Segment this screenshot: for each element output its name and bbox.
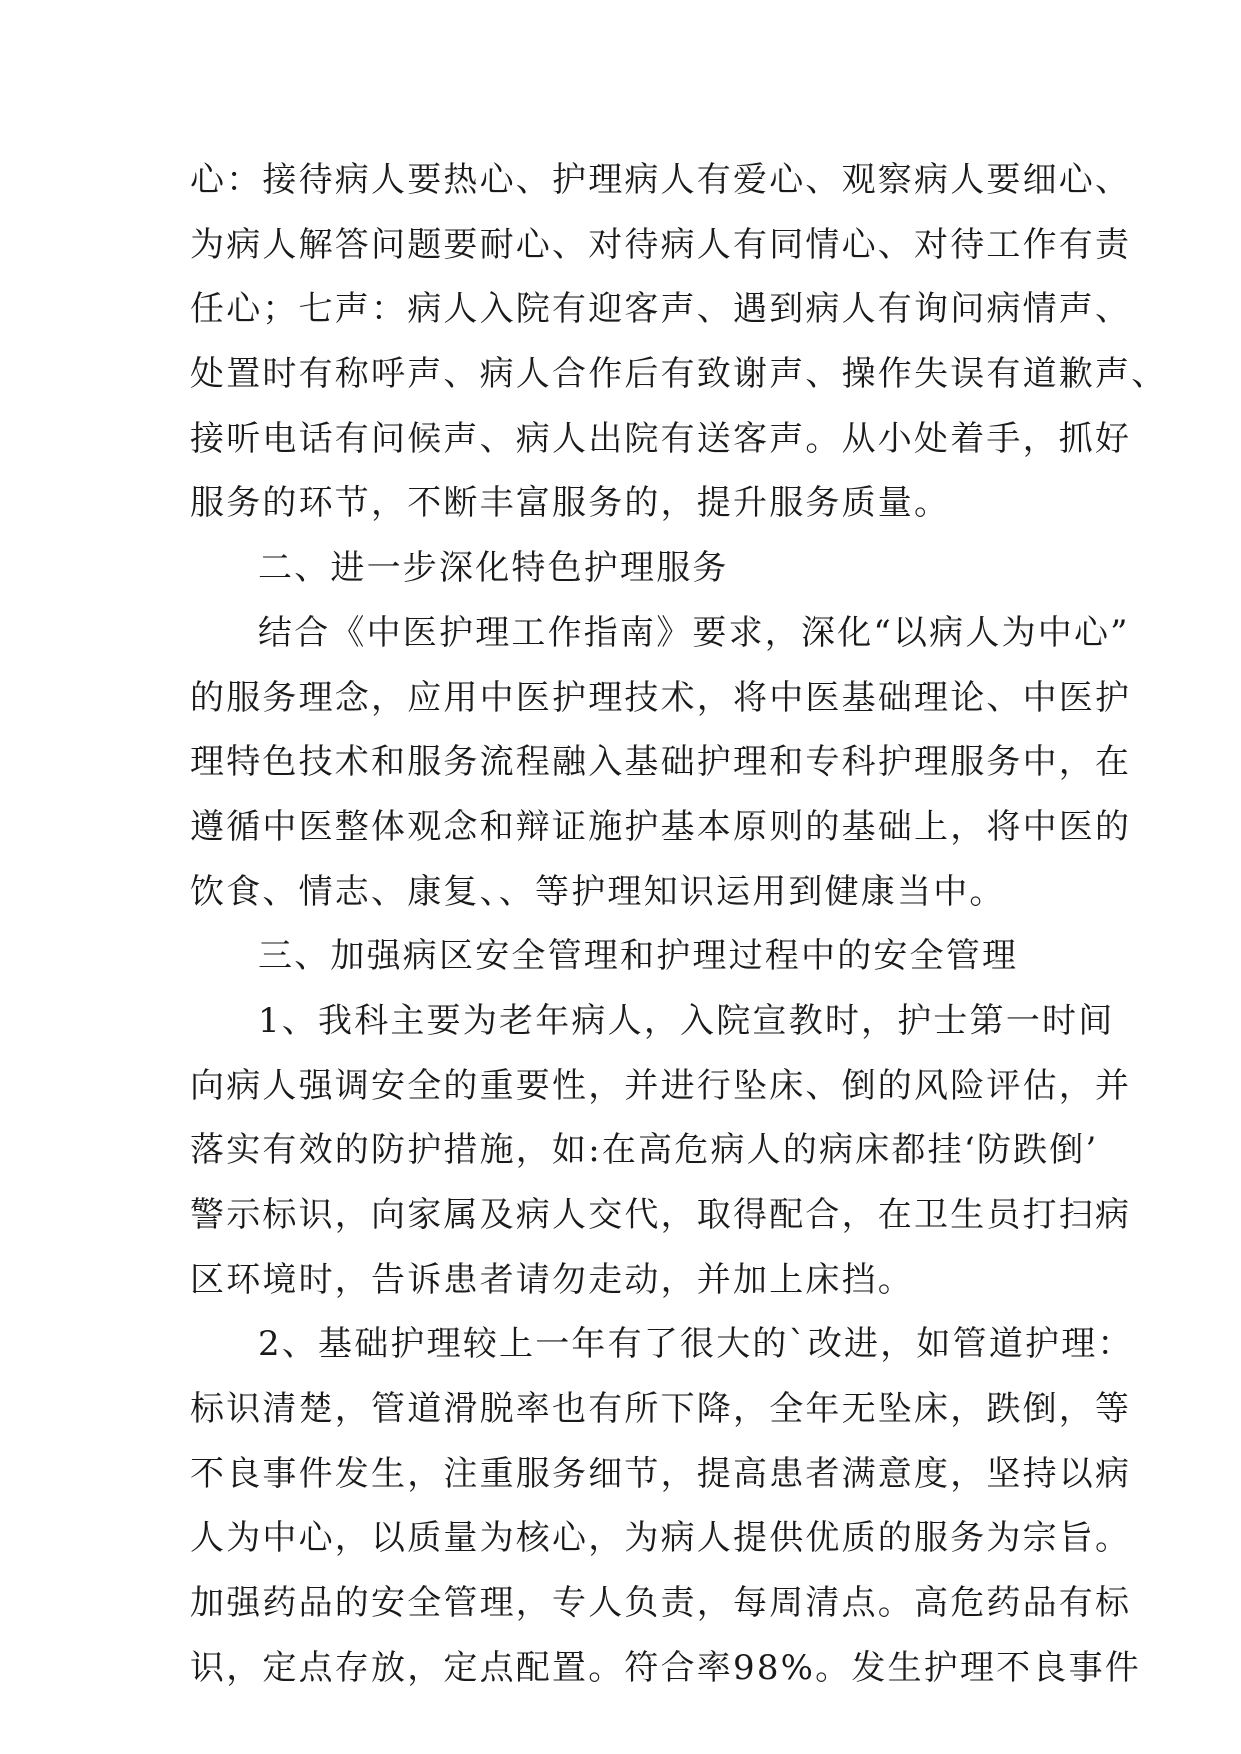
text-line: 区环境时，告诉患者请勿走动，并加上床挡。 [190,1259,914,1300]
text-line: 为病人解答问题要耐心、对待病人有同情心、对待工作有责 [190,224,1132,265]
text-line: 向病人强调安全的重要性，并进行坠床、倒的风险评估，并 [190,1065,1132,1106]
text-line: 人为中心，以质量为核心，为病人提供优质的服务为宗旨。 [190,1518,1132,1559]
text-line: 饮食、情志、康复、、等护理知识运用到健康当中。 [190,871,1006,912]
text-line: 识，定点存放，定点配置。符合率98%。发生护理不良事件 [190,1647,1141,1688]
document-page [190,148,1168,1701]
text-line: 理特色技术和服务流程融入基础护理和专科护理服务中，在 [190,742,1132,783]
text-line: 结合《中医护理工作指南》要求，深化“以病人为中心” [258,612,1130,653]
text-line: 处置时有称呼声、病人合作后有致谢声、操作失误有道歉声、 [190,354,1168,395]
text-line: 任心；七声：病人入院有迎客声、遇到病人有询问病情声、 [190,289,1132,330]
text-line: 加强药品的安全管理，专人负责，每周清点。高危药品有标 [190,1583,1132,1624]
text-line: 警示标识，向家属及病人交代，取得配合，在卫生员打扫病 [190,1195,1132,1235]
text-line: 1、我科主要为老年病人，入院宣教时，护士第一时间 [258,1000,1115,1041]
text-line: 接听电话有问候声、病人出院有送客声。从小处着手，抓好 [190,418,1132,459]
text-line: 标识清楚，管道滑脱率也有所下降，全年无坠床，跌倒，等 [190,1389,1132,1430]
section-heading: 二、进一步深化特色护理服务 [258,548,729,589]
text-line: 2、基础护理较上一年有了很大的`改进，如管道护理： [258,1324,1134,1365]
text-line: 服务的环节，不断丰富服务的，提升服务质量。 [190,483,951,524]
text-line: 落实有效的防护措施，如:在高危病人的病床都挂‘防跌倒’ [190,1130,1099,1171]
text-line: 遵循中医整体观念和辩证施护基本原则的基础上，将中医的 [190,806,1132,847]
text-line: 的服务理念，应用中医护理技术，将中医基础理论、中医护 [190,677,1132,718]
text-line: 心：接待病人要热心、护理病人有爱心、观察病人要细心、 [190,160,1132,200]
section-heading: 三、加强病区安全管理和护理过程中的安全管理 [258,936,1019,977]
text-line: 不良事件发生，注重服务细节，提高患者满意度，坚持以病 [190,1453,1132,1494]
